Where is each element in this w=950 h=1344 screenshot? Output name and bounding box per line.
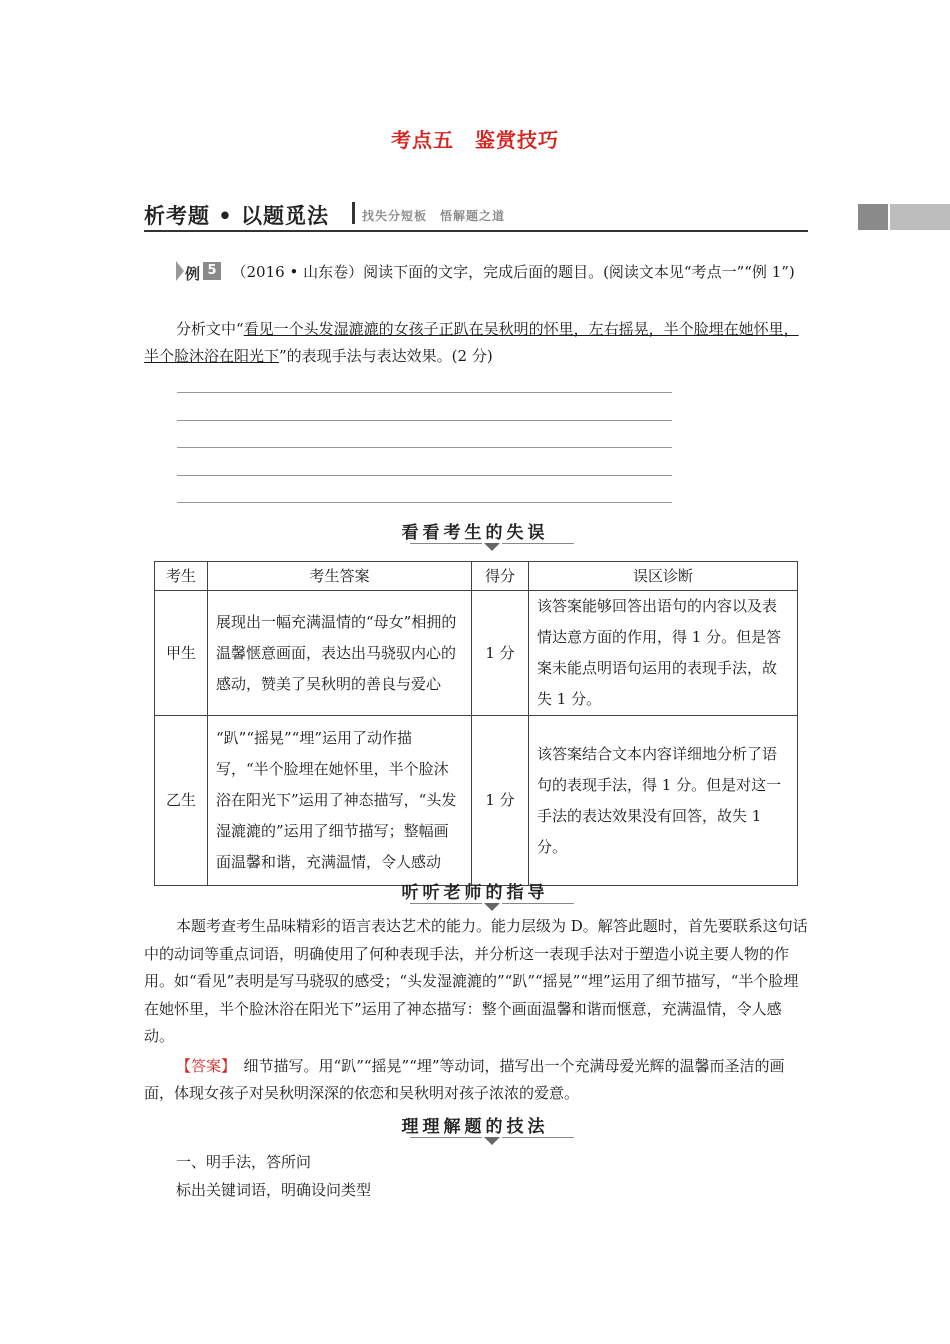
answer-line[interactable] bbox=[177, 420, 672, 421]
heading-rule-right bbox=[502, 903, 574, 904]
diagnosis: 该答案能够回答出语句的内容以及表情达意方面的作用，得 1 分。但是答案未能点明语句运用的表现手法，故失 1 分。 bbox=[529, 591, 798, 716]
banner-divider bbox=[352, 202, 355, 224]
student-name: 甲生 bbox=[155, 591, 208, 716]
diagnosis: 该答案结合文本内容详细地分析了语句的表现手法，得 1 分。但是对这一手法的表达效果没有回答，故失 1 分。 bbox=[529, 716, 798, 886]
table-header-cell: 考生答案 bbox=[208, 562, 472, 591]
example-source: （2016 • 山东卷）阅读下面的文字，完成后面的题目。(阅读文本见“考点一”“例 1”) bbox=[239, 263, 795, 281]
page-title: 考点五 鉴赏技巧 bbox=[391, 128, 559, 152]
table-header-cell: 考生 bbox=[155, 562, 208, 591]
badge-label: 例 bbox=[185, 265, 201, 283]
mistakes-table bbox=[154, 561, 798, 886]
badge-number: 5 bbox=[203, 262, 221, 280]
down-triangle-icon bbox=[484, 543, 500, 551]
table-header-row bbox=[155, 562, 798, 591]
down-triangle-icon bbox=[484, 903, 500, 911]
question-prefix: 分析文中“ bbox=[176, 320, 244, 338]
section-heading-mistakes: 看看考生的失误 bbox=[401, 523, 549, 543]
banner-rule bbox=[144, 230, 808, 232]
answer-line[interactable] bbox=[177, 447, 672, 448]
student-score: 1 分 bbox=[472, 716, 529, 886]
section-heading-method: 理理解题的技法 bbox=[401, 1117, 549, 1137]
heading-rule-left bbox=[410, 543, 482, 544]
student-score: 1 分 bbox=[472, 591, 529, 716]
student-name: 乙生 bbox=[155, 716, 208, 886]
table-row bbox=[155, 591, 798, 716]
heading-rule-right bbox=[502, 1137, 574, 1138]
section-banner bbox=[144, 198, 808, 232]
method-line: 标出关键词语，明确设问类型 bbox=[176, 1181, 372, 1199]
table-header-cell: 得分 bbox=[472, 562, 529, 591]
example-badge bbox=[176, 261, 224, 281]
question-suffix: ”的表现手法与表达效果。(2 分) bbox=[279, 347, 493, 365]
section-heading-guidance: 听听老师的指导 bbox=[401, 883, 549, 903]
answer-text: 细节描写。用“趴”“摇晃”“埋”等动词，描写出一个充满母爱光辉的温馨而圣洁的画面，体现女孩子对吴秋明深深的依恋和吴秋明对孩子浓浓的爱意。 bbox=[144, 1057, 785, 1102]
down-triangle-icon bbox=[484, 1137, 500, 1145]
method-heading: 一、明手法，答所问 bbox=[176, 1153, 312, 1171]
question-text bbox=[144, 316, 808, 370]
heading-rule-left bbox=[410, 1137, 482, 1138]
answer-line[interactable] bbox=[177, 475, 672, 476]
heading-rule-right bbox=[502, 543, 574, 544]
answer-line[interactable] bbox=[177, 502, 672, 503]
heading-rule-left bbox=[410, 903, 482, 904]
guidance-text: 本题考查考生品味精彩的语言表达艺术的能力。能力层级为 D。解答此题时，首先要联系这句话中的动词等重点词语，明确使用了何种表现手法，并分析这一表现手法对于塑造小说主要人物的作用。如“看见”表明是写马骁驭的感受；“头发湿漉漉的”“趴”“摇晃”“埋”运用了细节描写，“半个脸埋在她怀里，半个脸沐浴在阳光下”运用了神态描写：整个画面温馨和谐而惬意，充满温情，令人感动。 bbox=[144, 917, 808, 1045]
student-answer: 展现出一幅充满温情的“母女”相拥的温馨惬意画面，表达出马骁驭内心的感动，赞美了吴秋明的善良与爱心 bbox=[208, 591, 472, 716]
question-quote: 看见一个头发湿漉漉的女孩子正趴在吴秋明的怀里，左右摇晃，半个脸埋在她怀里，半个脸沐浴在阳光下 bbox=[144, 320, 799, 365]
badge-arrow-icon bbox=[176, 261, 184, 281]
answer-tag: 【答案】 bbox=[176, 1057, 229, 1075]
banner-subtitle: 找失分短板 悟解题之道 bbox=[362, 209, 506, 223]
table-row bbox=[155, 716, 798, 886]
table-header-cell: 误区诊断 bbox=[529, 562, 798, 591]
banner-dark-block bbox=[858, 204, 888, 230]
answer-paragraph bbox=[144, 1053, 808, 1107]
student-answer: “趴”“摇晃”“埋”运用了动作描写，“半个脸埋在她怀里，半个脸沐浴在阳光下”运用了神态描写，“头发湿漉漉的”运用了细节描写；整幅画面温馨和谐，充满温情，令人感动 bbox=[208, 716, 472, 886]
answer-line[interactable] bbox=[177, 392, 672, 393]
example-intro bbox=[144, 259, 808, 286]
banner-light-block bbox=[890, 204, 950, 230]
banner-title: 析考题 • 以题觅法 bbox=[144, 204, 330, 228]
